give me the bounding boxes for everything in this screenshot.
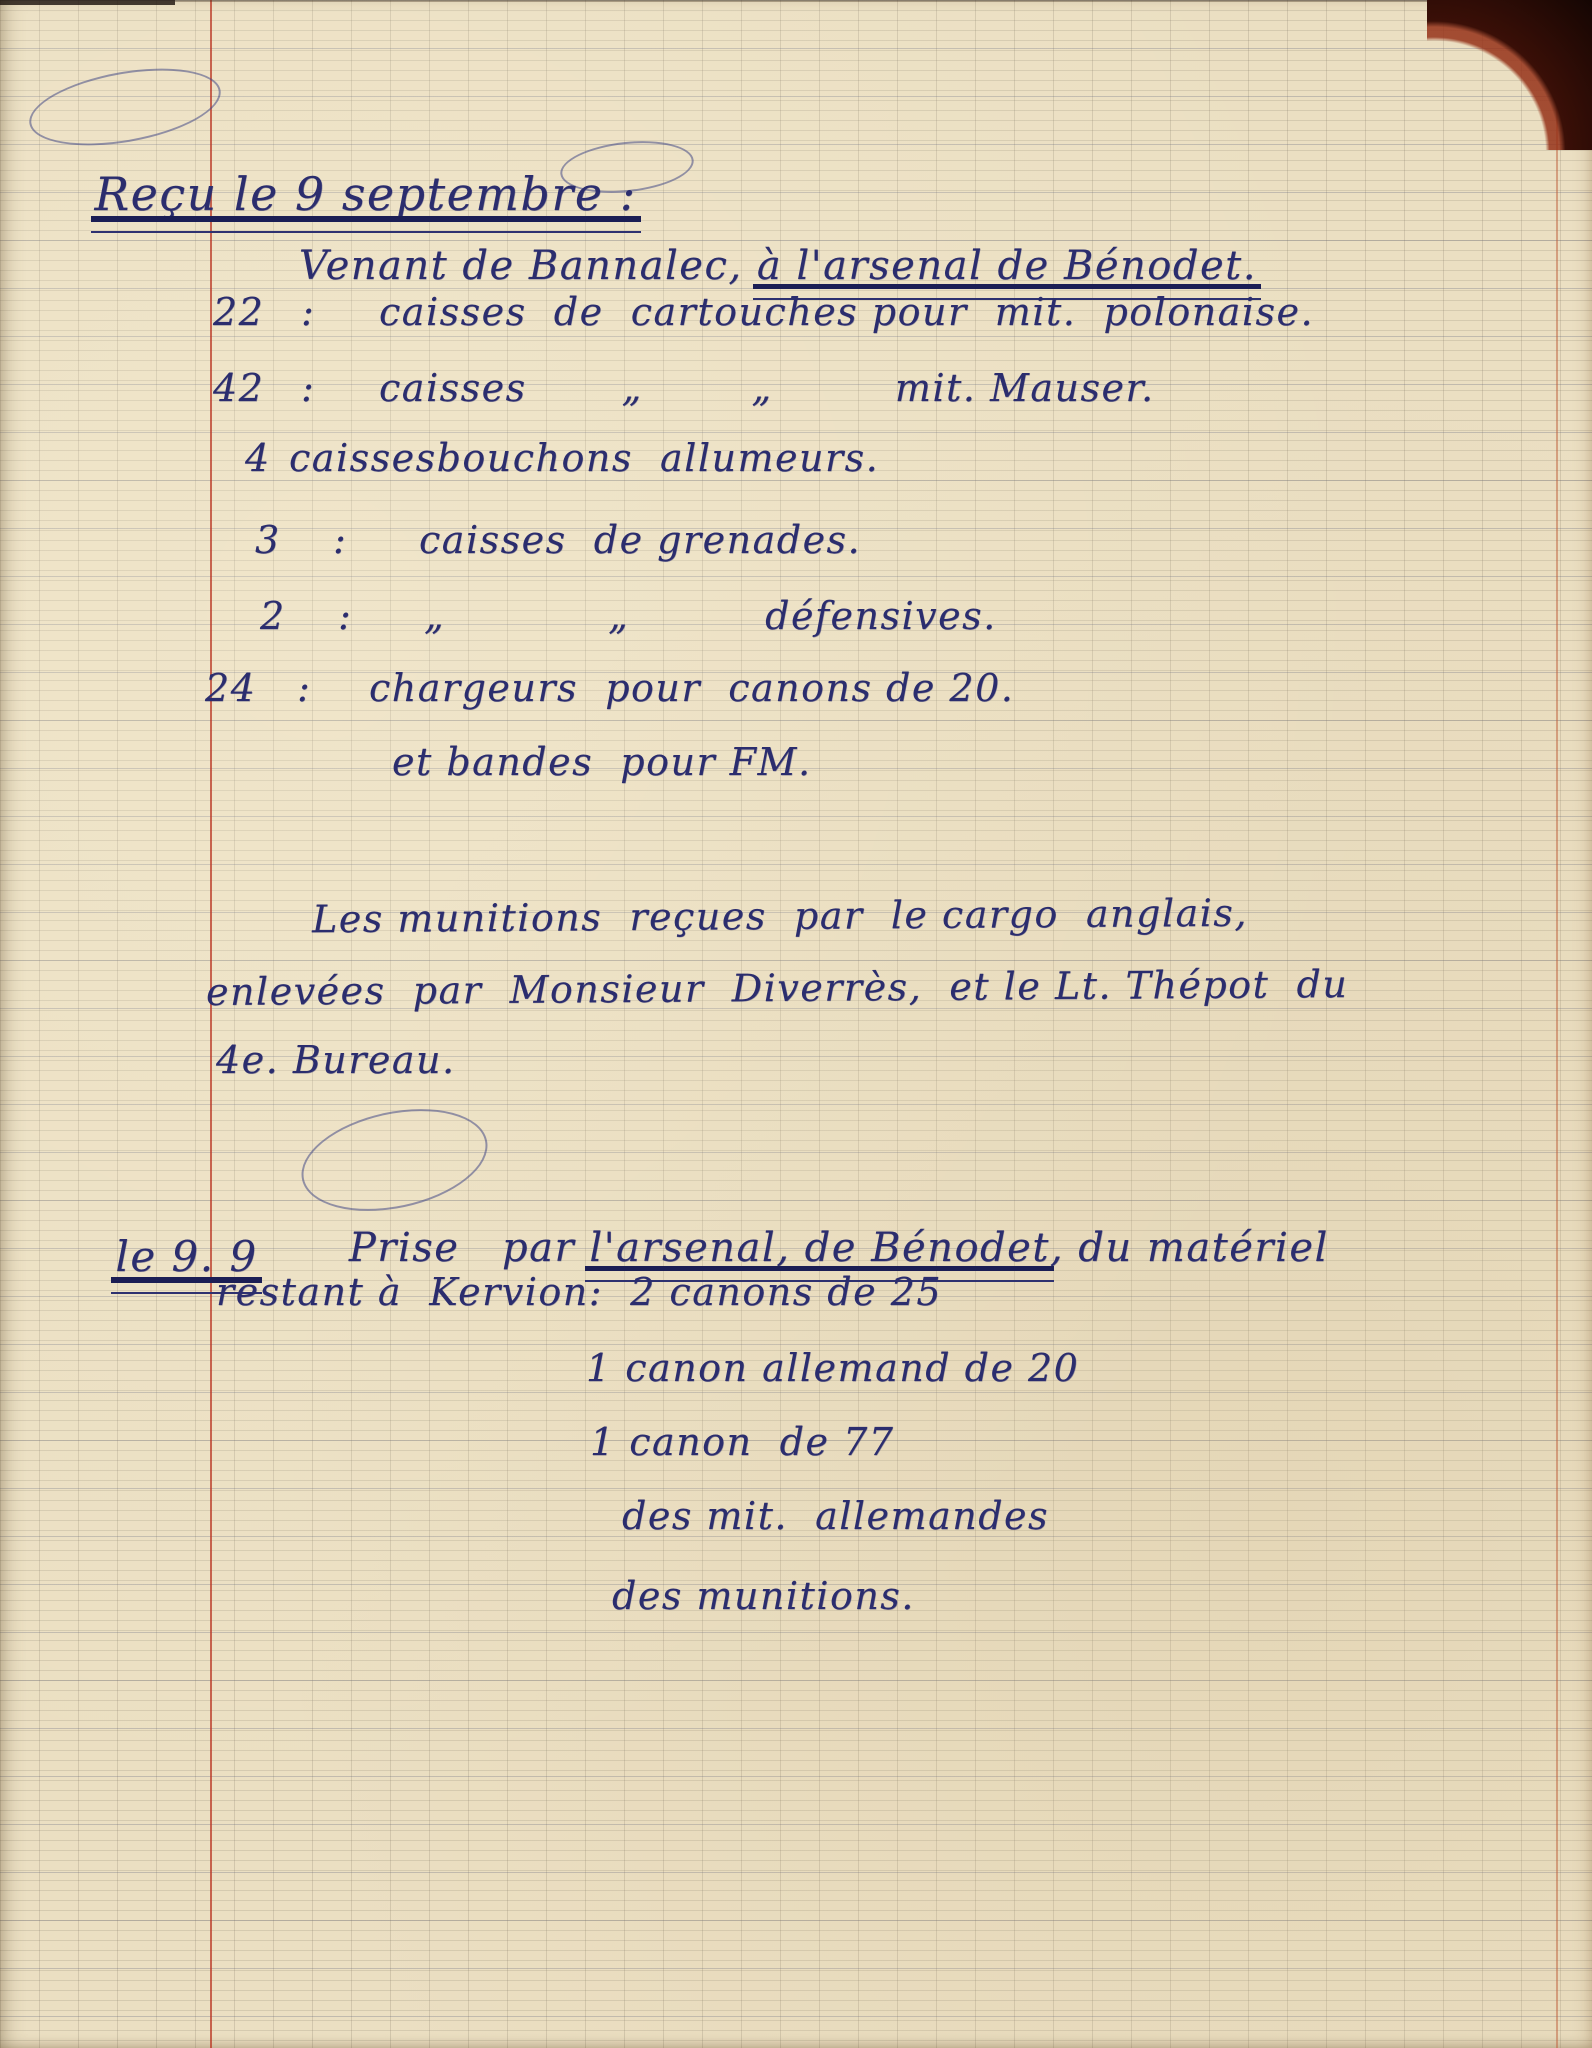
ledger-line bbox=[213, 368, 1155, 410]
colon-separator: : bbox=[338, 594, 353, 638]
seizure-underlined: l'arsenal, de Bénodet bbox=[589, 1225, 1050, 1271]
ledger-line bbox=[260, 596, 997, 638]
seizure-plain-before: Prise par bbox=[348, 1225, 590, 1271]
red-margin-line bbox=[210, 0, 212, 2048]
item-description: caissesbouchons allumeurs. bbox=[289, 436, 880, 480]
page-top-edge bbox=[0, 0, 175, 5]
item-description: caisses de grenades. bbox=[419, 518, 862, 562]
colon-separator: : bbox=[301, 366, 316, 410]
ledger-line bbox=[245, 438, 879, 480]
entry-heading: Reçu le 9 septembre : bbox=[94, 166, 637, 221]
seizure-line: restant à Kervion: 2 canons de 25 bbox=[216, 1270, 943, 1314]
materiel-item: des munitions. bbox=[612, 1574, 915, 1618]
item-description: chargeurs pour canons de 20. bbox=[369, 666, 1015, 710]
subheading-underlined: à l'arsenal de Bénodet. bbox=[756, 243, 1257, 289]
quantity: 2 bbox=[260, 594, 286, 638]
ledger-line bbox=[255, 520, 861, 562]
quantity: 24 bbox=[205, 666, 257, 710]
ledger-line bbox=[213, 292, 1314, 334]
note-line: Les munitions reçues par le cargo anglais, bbox=[311, 890, 1249, 942]
colon-separator: : bbox=[297, 666, 312, 710]
right-margin-line bbox=[1556, 0, 1558, 2048]
materiel-item: 1 canon allemand de 20 bbox=[586, 1346, 1080, 1390]
quantity: 22 bbox=[213, 290, 265, 334]
seizure-plain-after: , du matériel bbox=[1049, 1225, 1329, 1271]
item-description: caisses „ „ mit. Mauser. bbox=[379, 366, 1155, 410]
note-line: 4e. Bureau. bbox=[216, 1038, 456, 1082]
colon-separator: : bbox=[333, 518, 348, 562]
quantity: 4 bbox=[245, 436, 271, 480]
quantity: 3 bbox=[255, 518, 281, 562]
subheading-plain: Venant de Bannalec, bbox=[298, 243, 757, 289]
cover-corner bbox=[1427, 0, 1592, 150]
materiel-item: 1 canon de 77 bbox=[590, 1420, 895, 1464]
colon-separator: : bbox=[301, 290, 316, 334]
page-top-edge-faint bbox=[175, 0, 1442, 2]
quantity: 42 bbox=[213, 366, 265, 410]
ledger-continuation: et bandes pour FM. bbox=[392, 740, 812, 784]
entry-date: le 9. 9 bbox=[115, 1232, 258, 1282]
materiel-item: des mit. allemandes bbox=[622, 1494, 1050, 1538]
note-line: enlevées par Monsieur Diverrès, et le Lt. Thépot du bbox=[205, 962, 1349, 1014]
item-description: caisses de cartouches pour mit. polonaise. bbox=[379, 290, 1315, 334]
ledger-line bbox=[205, 668, 1014, 710]
item-description: „ „ défensives. bbox=[424, 594, 997, 638]
